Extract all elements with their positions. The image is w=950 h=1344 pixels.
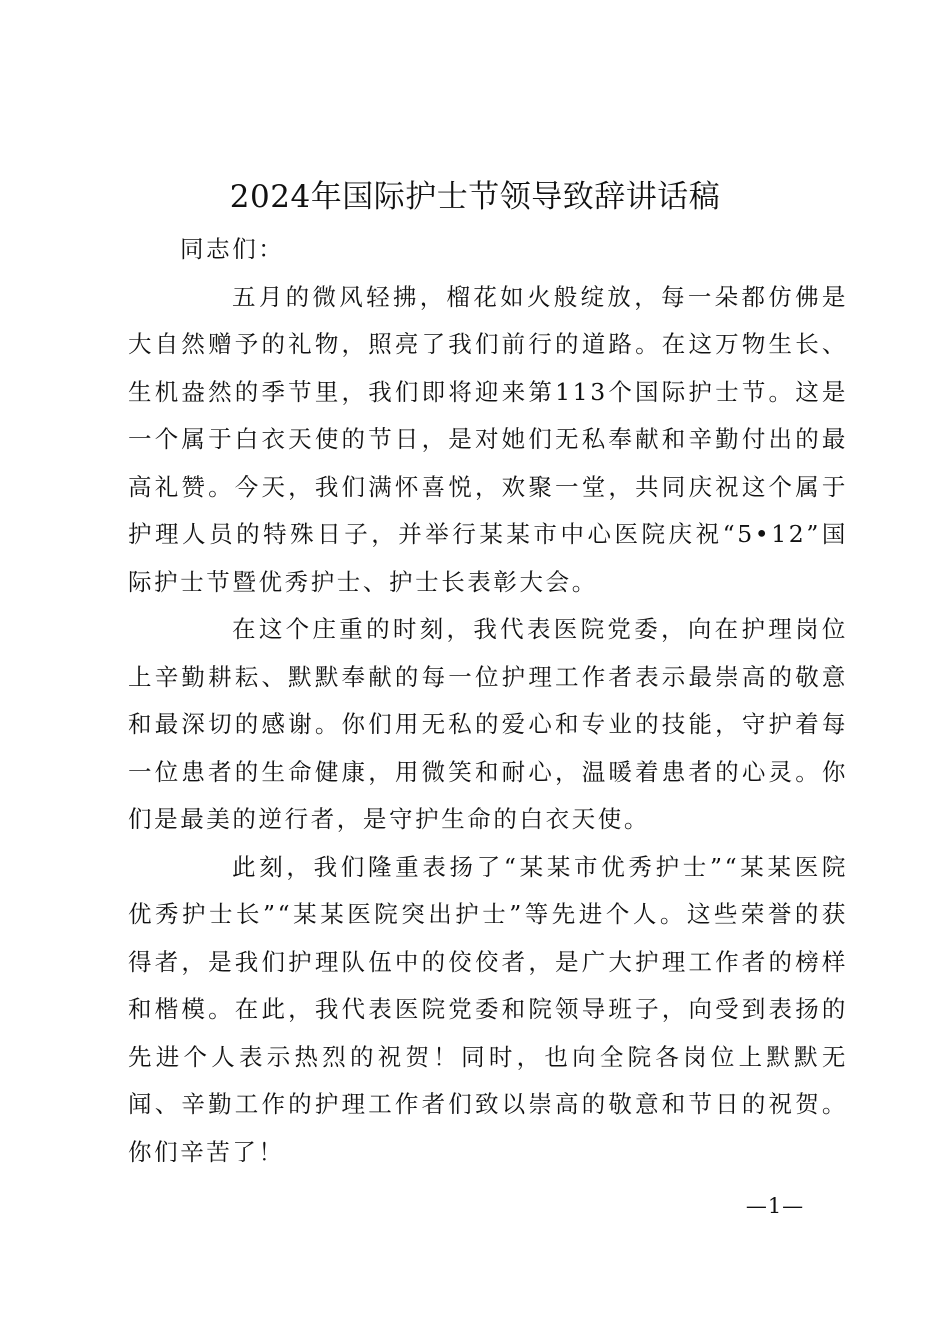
document-title: 2024年国际护士节领导致辞讲话稿 — [229, 179, 721, 215]
paragraph-3: 此刻，我们隆重表扬了“某某市优秀护士”“某某医院优秀护士长”“某某医院突出护士”等先进个人。这些荣誉的获得者，是我们护理队伍中的佼佼者，是广大护理工作者的榜样和楷模。在此，我代表医院党委和院领导班子，向受到表扬的先进个人表示热烈的祝贺！同时，也向全院各岗位上默默无闻、辛勤工作的护理工作者们致以崇高的敬意和节日的祝贺。你们辛苦了！ — [128, 852, 848, 1166]
page-number: —1— — [745, 1194, 805, 1218]
greeting: 同志们： — [180, 235, 285, 263]
paragraph-2: 在这个庄重的时刻，我代表医院党委，向在护理岗位上辛勤耕耘、默默奉献的每一位护理工作者表示最崇高的敬意和最深切的感谢。你们用无私的爱心和专业的技能，守护着每一位患者的生命健康，用微笑和耐心，温暖着患者的心灵。你们是最美的逆行者，是守护生命的白衣天使。 — [128, 615, 848, 833]
paragraph-1: 五月的微风轻拂，榴花如火般绽放，每一朵都仿佛是大自然赠予的礼物，照亮了我们前行的道路。在这万物生长、生机盎然的季节里，我们即将迎来第113个国际护士节。这是一个属于白衣天使的节日，是对她们无私奉献和辛勤付出的最高礼赞。今天，我们满怀喜悦，欢聚一堂，共同庆祝这个属于护理人员的特殊日子，并举行某某市中心医院庆祝“5•12”国际护士节暨优秀护士、护士长表彰大会。 — [128, 282, 848, 596]
document-body — [128, 226, 848, 1176]
